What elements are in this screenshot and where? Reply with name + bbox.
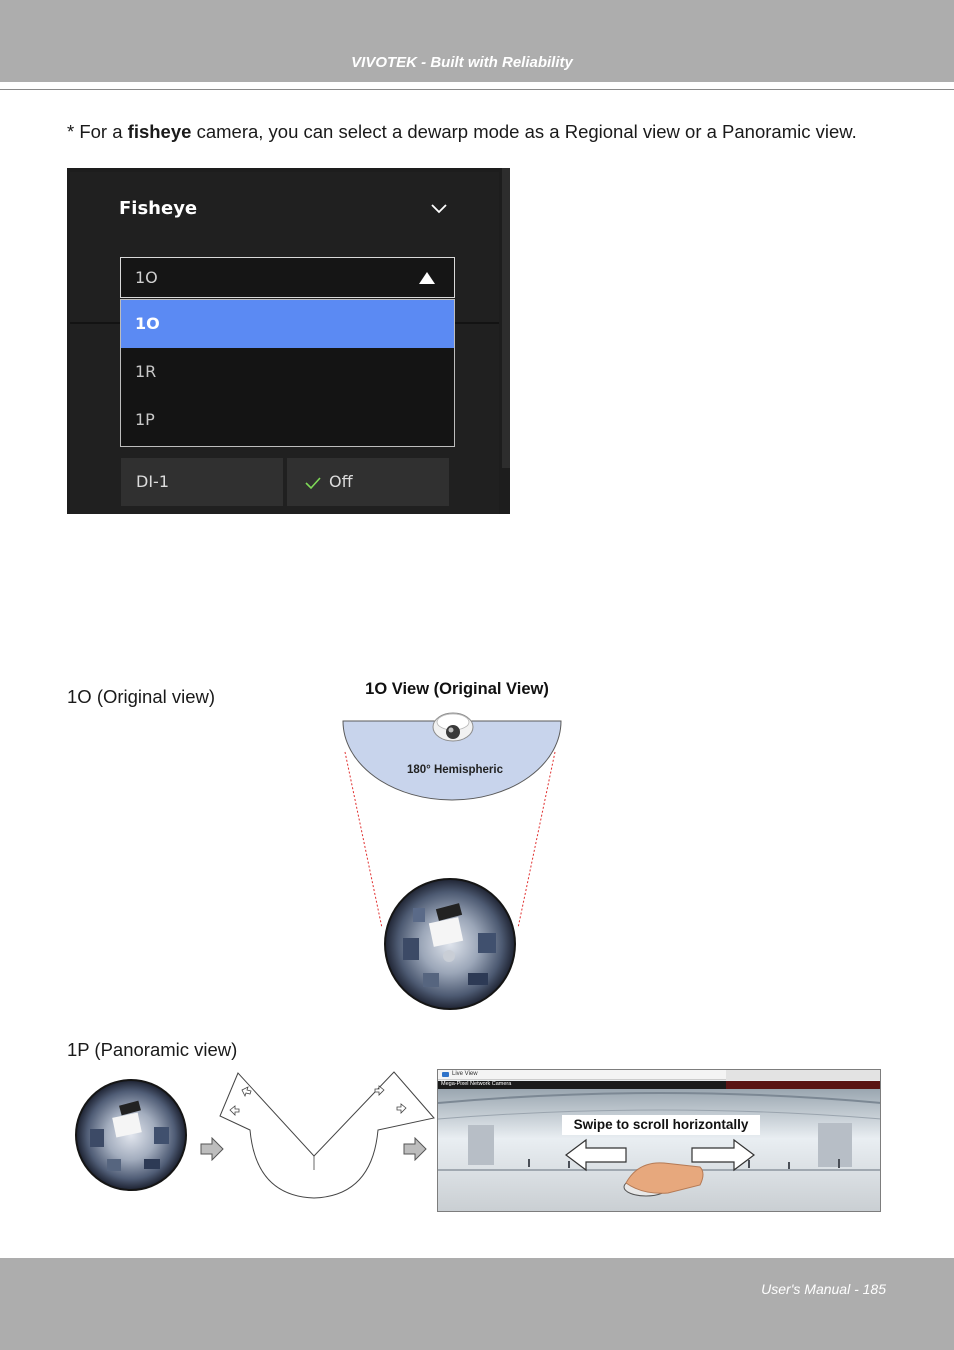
intro-suffix: camera, you can select a dewarp mode as a Regional view or a Panoramic view. bbox=[191, 121, 857, 142]
header-band bbox=[0, 0, 954, 82]
intro-bold-term: fisheye bbox=[127, 121, 192, 142]
panel-scrollbar[interactable] bbox=[502, 168, 510, 468]
fisheye-source-image bbox=[74, 1079, 188, 1191]
hemisphere-label: 180° Hemispheric bbox=[406, 764, 503, 776]
fisheye-camera-icon bbox=[433, 713, 473, 741]
camera-icon bbox=[442, 1072, 449, 1077]
select-current-value: 1O bbox=[135, 268, 158, 287]
swipe-hint-label: Swipe to scroll horizontally bbox=[562, 1115, 760, 1135]
caret-up-icon bbox=[419, 272, 435, 284]
camera-titlebar bbox=[438, 1081, 881, 1089]
dewarp-mode-select[interactable] bbox=[120, 257, 455, 298]
footer-band bbox=[0, 1258, 954, 1350]
live-view-tabbar bbox=[438, 1070, 881, 1080]
inactive-tab bbox=[726, 1070, 881, 1080]
dropdown-option-1o[interactable]: 1O bbox=[121, 300, 454, 348]
fisheye-original-image bbox=[383, 878, 517, 1010]
fisheye-settings-panel bbox=[67, 168, 510, 514]
camera-name: Mega-Pixel Network Camera bbox=[441, 1081, 512, 1087]
original-view-diagram-title: 1O View (Original View) bbox=[365, 680, 549, 698]
unwrap-diagram bbox=[218, 1070, 440, 1200]
check-icon bbox=[305, 476, 321, 490]
intro-paragraph bbox=[67, 119, 867, 144]
chevron-down-icon[interactable] bbox=[431, 201, 447, 217]
intro-prefix: * For a bbox=[67, 121, 128, 142]
live-view-tab[interactable]: Live View bbox=[452, 1071, 478, 1077]
footer-page-label: User's Manual - 185 bbox=[761, 1281, 886, 1297]
header-rule bbox=[0, 89, 954, 90]
panoramic-view-label: 1P (Panoramic view) bbox=[67, 1039, 238, 1060]
dropdown-option-1p[interactable]: 1P bbox=[135, 410, 155, 429]
dropdown-option-1r[interactable]: 1R bbox=[135, 362, 157, 381]
fisheye-section-title: Fisheye bbox=[119, 198, 198, 219]
panoramic-scene-image bbox=[438, 1089, 881, 1212]
process-arrow-icon bbox=[402, 1137, 428, 1161]
panoramic-live-view[interactable] bbox=[437, 1069, 881, 1212]
titlebar-accent bbox=[726, 1081, 881, 1089]
di-input-label: DI-1 bbox=[121, 458, 283, 506]
original-view-label: 1O (Original view) bbox=[67, 686, 216, 707]
header-title: VIVOTEK - Built with Reliability bbox=[351, 54, 573, 71]
di-status-text: Off bbox=[329, 472, 353, 491]
dewarp-mode-dropdown bbox=[120, 299, 455, 447]
di-status-toggle[interactable] bbox=[287, 458, 449, 506]
